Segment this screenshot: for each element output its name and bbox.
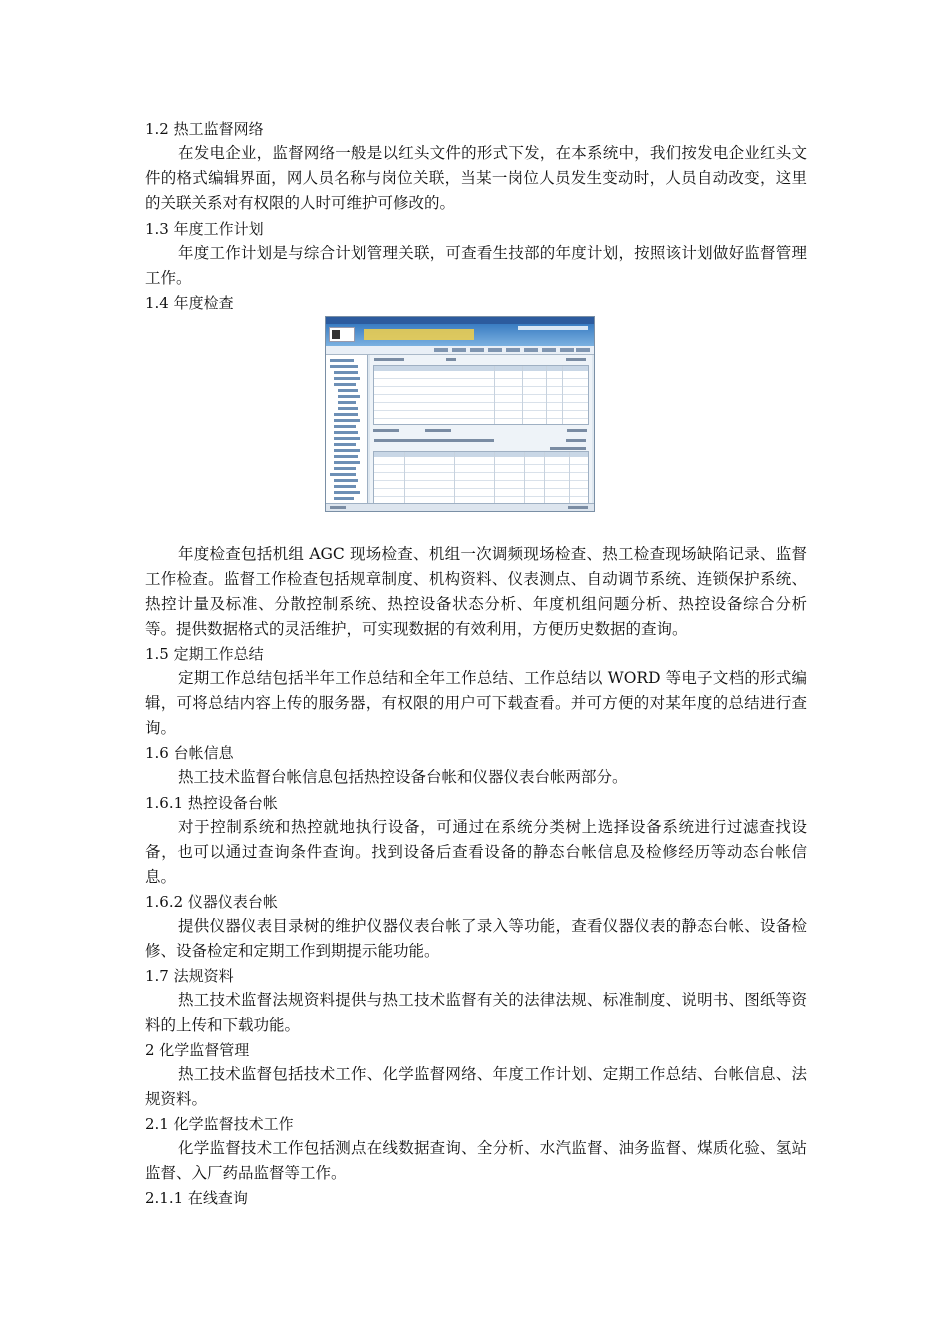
paragraph-1-7: 热工技术监督法规资料提供与热工技术监督有关的法律法规、标准制度、说明书、图纸等资料的上传和下载功能。 [145,991,807,1034]
status-bar [326,503,594,511]
paragraph-1-6-1: 对于控制系统和热控就地执行设备，可通过在系统分类树上选择设备系统进行过滤查找设备，也可以通过查询条件查询。找到设备后查看设备的静态台帐信息及检修经历等动态台帐信息。 [145,818,807,886]
top-nav-links [518,326,588,330]
heading-1-6-1: 1.6.1 热控设备台帐 [145,794,278,812]
app-banner [326,324,594,346]
paragraph-1-4: 年度检查包括机组 AGC 现场检查、机组一次调频现场检查、热工检查现场缺陷记录、监督工作检查。监督工作检查包括规章制度、机构资料、仪表测点、自动调节系统、连锁保护系统、热控计量及标准、分散控制系统、热控设备状态分析、年度机组问题分析、热控设备综合分析等。提供数据格式的灵活维护，可实现数据的有效利用，方便历史数据的查询。 [145,545,807,638]
heading-1-5: 1.5 定期工作总结 [145,645,264,663]
heading-1-6: 1.6 台帐信息 [145,744,234,762]
paragraph-1-5: 定期工作总结包括半年工作总结和全年工作总结、工作总结以 WORD 等电子文档的形式编辑，可将总结内容上传的服务器，有权限的用户可下载查看。并可方便的对某年度的总结进行查询。 [145,669,807,737]
upper-grid [373,365,589,425]
lower-grid [373,451,589,507]
paragraph-2-1: 化学监督技术工作包括测点在线数据查询、全分析、水汽监督、油务监督、煤质化验、氢站监督、入厂药品监督等工作。 [145,1139,807,1182]
heading-1-7: 1.7 法规资料 [145,967,234,985]
tree-panel [326,355,368,503]
window-titlebar [326,317,594,324]
paragraph-1-3: 年度工作计划是与综合计划管理关联，可查看生技部的年度计划，按照该计划做好监督管理工作。 [145,244,807,287]
embedded-app-screenshot [325,316,595,512]
paragraph-1-6-2: 提供仪器仪表目录树的维护仪器仪表台帐了录入等功能，查看仪器仪表的静态台帐、设备检修、设备检定和定期工作到期提示能功能。 [145,917,807,960]
heading-1-6-2: 1.6.2 仪器仪表台帐 [145,893,278,911]
heading-2-1: 2.1 化学监督技术工作 [145,1115,294,1133]
paragraph-1-6: 热工技术监督台帐信息包括热控设备台帐和仪器仪表台帐两部分。 [178,768,628,786]
paragraph-1-2: 在发电企业，监督网络一般是以红头文件的形式下发，在本系统中，我们按发电企业红头文件的格式编辑界面，网人员名称与岗位关联，当某一岗位人员发生变动时，人员自动改变，这里的关联关系对有权限的人时可维护可修改的。 [145,144,807,212]
heading-1-3: 1.3 年度工作计划 [145,220,264,238]
heading-1-2: 1.2 热工监督网络 [145,120,264,138]
company-logo [329,327,355,342]
content-area [370,355,592,503]
heading-2-1-1: 2.1.1 在线查询 [145,1189,248,1207]
heading-2: 2 化学监督管理 [145,1041,250,1059]
banner-title-graphic [364,329,474,340]
app-menubar [326,346,594,355]
paragraph-2: 热工技术监督包括技术工作、化学监督网络、年度工作计划、定期工作总结、台帐信息、法规资料。 [145,1065,807,1108]
heading-1-4: 1.4 年度检查 [145,294,234,312]
